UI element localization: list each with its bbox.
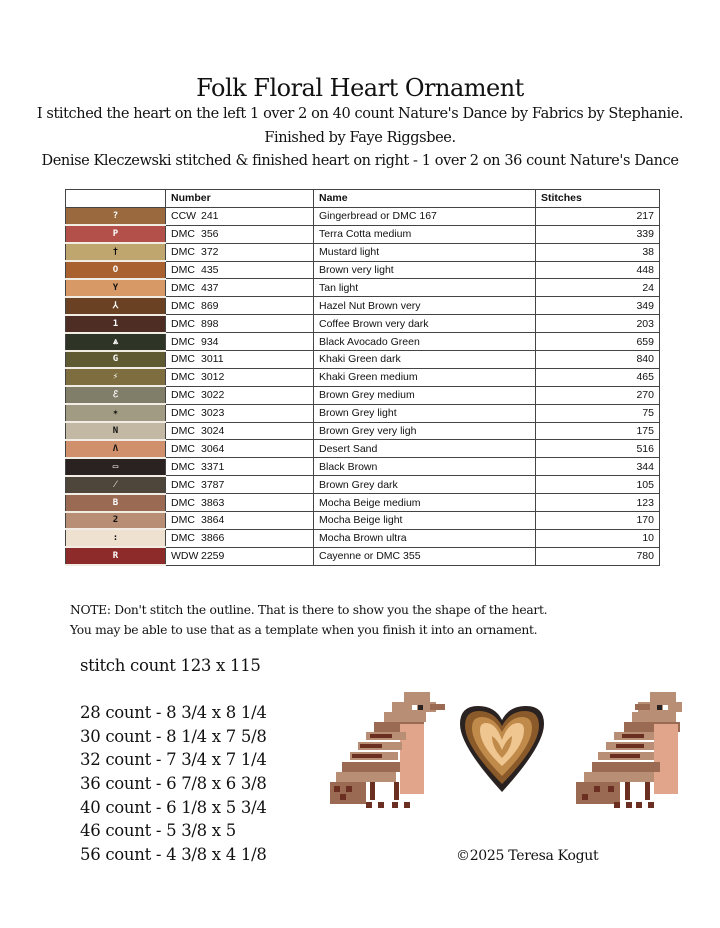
floss-number: [166, 207, 314, 225]
floss-name: Brown very light: [314, 261, 536, 279]
cross-stitch-preview: [330, 684, 690, 814]
size-item: 36 count - 6 7/8 x 6 3/8: [80, 773, 267, 793]
stitch-count-cell: 123: [536, 494, 660, 512]
floss-name: Mocha Beige medium: [314, 494, 536, 512]
floss-brand: DMC: [171, 317, 195, 330]
table-row: [66, 476, 660, 494]
color-swatch: ⁄: [66, 476, 166, 494]
floss-name: Mustard light: [314, 243, 536, 261]
floss-number: [166, 351, 314, 369]
floss-code: 3022: [201, 389, 225, 402]
floss-code: 3024: [201, 425, 225, 438]
stitch-count-cell: 339: [536, 225, 660, 243]
color-swatch: ℰ: [66, 386, 166, 404]
stitch-count-cell: 10: [536, 529, 660, 547]
stitch-count-cell: 203: [536, 315, 660, 333]
floss-brand: CCW: [171, 210, 197, 223]
floss-name: Terra Cotta medium: [314, 225, 536, 243]
floss-name: Black Avocado Green: [314, 333, 536, 351]
color-swatch: R: [66, 547, 166, 565]
stitch-count-cell: 24: [536, 279, 660, 297]
heart-icon: [460, 706, 544, 792]
floss-brand: DMC: [171, 281, 195, 294]
color-swatch: ?: [66, 207, 166, 225]
table-row: [66, 386, 660, 404]
table-row: [66, 297, 660, 315]
floss-name: Brown Grey dark: [314, 476, 536, 494]
table-row: [66, 494, 660, 512]
note-line-2: You may be able to use that as a template when you finish it into an ornament.: [70, 623, 538, 637]
floss-code: 869: [201, 299, 219, 312]
color-swatch: ⚡: [66, 368, 166, 386]
color-swatch: ⅄: [66, 297, 166, 315]
floss-number: [166, 547, 314, 565]
left-bird-icon: [330, 692, 445, 808]
color-swatch: B: [66, 494, 166, 512]
stitch-count-cell: 465: [536, 368, 660, 386]
table-header-row: [66, 190, 660, 208]
color-swatch: Y: [66, 279, 166, 297]
floss-number: [166, 529, 314, 547]
table-row: [66, 512, 660, 530]
floss-code: 3064: [201, 442, 225, 455]
floss-name: Tan light: [314, 279, 536, 297]
color-swatch: 1: [66, 315, 166, 333]
floss-number: [166, 458, 314, 476]
header-swatch: [66, 190, 166, 208]
floss-number: [166, 368, 314, 386]
floss-code: 934: [201, 335, 219, 348]
floss-name: Brown Grey light: [314, 404, 536, 422]
table-row: [66, 243, 660, 261]
floss-number: [166, 422, 314, 440]
floss-number: [166, 261, 314, 279]
color-swatch: N: [66, 422, 166, 440]
floss-code: 3866: [201, 532, 225, 545]
color-swatch: :: [66, 529, 166, 547]
floss-brand: DMC: [171, 228, 195, 241]
table-row: [66, 225, 660, 243]
table-row: [66, 404, 660, 422]
subtitle-line-1: I stitched the heart on the left 1 over 2 on 40 count Nature's Dance by Fabrics by Stephanie.: [36, 106, 684, 122]
floss-name: Black Brown: [314, 458, 536, 476]
floss-name: Brown Grey medium: [314, 386, 536, 404]
note-line-1: NOTE: Don't stitch the outline. That is there to show you the shape of the heart.: [70, 603, 548, 617]
finished-sizes: [80, 654, 267, 866]
size-item: 32 count - 7 3/4 x 7 1/4: [80, 750, 267, 770]
note: [70, 600, 547, 640]
floss-name: Gingerbread or DMC 167: [314, 207, 536, 225]
stitch-count: stitch count 123 x 115: [80, 656, 261, 675]
floss-number: [166, 225, 314, 243]
floss-name: Coffee Brown very dark: [314, 315, 536, 333]
table-row: [66, 458, 660, 476]
floss-code: 2259: [201, 550, 225, 563]
table-row: [66, 333, 660, 351]
floss-code: 898: [201, 317, 219, 330]
stitch-count-cell: 270: [536, 386, 660, 404]
floss-brand: DMC: [171, 514, 195, 527]
color-swatch: †: [66, 243, 166, 261]
floss-code: 3011: [201, 353, 224, 366]
size-item: 28 count - 8 3/4 x 8 1/4: [80, 703, 267, 723]
color-swatch: ⩓: [66, 333, 166, 351]
color-swatch: 2: [66, 512, 166, 530]
table-row: [66, 351, 660, 369]
size-item: 56 count - 4 3/8 x 4 1/8: [80, 844, 267, 864]
floss-code: 437: [201, 281, 219, 294]
floss-name: Desert Sand: [314, 440, 536, 458]
stitch-count-cell: 780: [536, 547, 660, 565]
color-swatch: ✶: [66, 404, 166, 422]
floss-name: Mocha Beige light: [314, 512, 536, 530]
floss-name: Brown Grey very ligh: [314, 422, 536, 440]
floss-name: Mocha Brown ultra: [314, 529, 536, 547]
floss-name: Khaki Green medium: [314, 368, 536, 386]
stitch-count-cell: 840: [536, 351, 660, 369]
table-row: [66, 529, 660, 547]
color-swatch: O: [66, 261, 166, 279]
stitch-count-cell: 105: [536, 476, 660, 494]
floss-brand: DMC: [171, 407, 195, 420]
stitch-count-cell: 349: [536, 297, 660, 315]
stitch-count-cell: 170: [536, 512, 660, 530]
floss-brand: DMC: [171, 532, 195, 545]
stitch-count-cell: 217: [536, 207, 660, 225]
floss-number: [166, 315, 314, 333]
floss-code: 372: [201, 246, 219, 259]
floss-number: [166, 440, 314, 458]
floss-brand: DMC: [171, 264, 195, 276]
floss-brand: DMC: [171, 425, 195, 438]
size-item: 46 count - 5 3/8 x 5: [80, 821, 236, 841]
size-item: 40 count - 6 1/8 x 5 3/4: [80, 797, 267, 817]
stitch-count-cell: 516: [536, 440, 660, 458]
floss-name: Cayenne or DMC 355: [314, 547, 536, 565]
stitch-count-cell: 659: [536, 333, 660, 351]
floss-brand: DMC: [171, 389, 195, 402]
color-key-table: [65, 189, 660, 566]
floss-code: 435: [201, 264, 219, 276]
floss-number: [166, 279, 314, 297]
right-bird-icon: [576, 692, 682, 808]
header-stitches: Stitches: [536, 190, 660, 208]
floss-number: [166, 404, 314, 422]
floss-brand: DMC: [171, 460, 195, 473]
floss-code: 3864: [201, 514, 225, 527]
stitch-count-cell: 75: [536, 404, 660, 422]
color-swatch: P: [66, 225, 166, 243]
floss-number: [166, 243, 314, 261]
size-item: 30 count - 8 1/4 x 7 5/8: [80, 726, 267, 746]
table-row: [66, 315, 660, 333]
floss-name: Hazel Nut Brown very: [314, 297, 536, 315]
table-row: [66, 261, 660, 279]
subtitle-line-2: Finished by Faye Riggsbee.: [264, 130, 456, 146]
table-row: [66, 440, 660, 458]
page-title: Folk Floral Heart Ornament: [196, 74, 524, 102]
stitch-count-cell: 38: [536, 243, 660, 261]
floss-number: [166, 476, 314, 494]
floss-code: 241: [201, 210, 219, 223]
table-row: [66, 279, 660, 297]
floss-name: Khaki Green dark: [314, 351, 536, 369]
floss-code: 3863: [201, 496, 225, 509]
floss-code: 3023: [201, 407, 225, 420]
floss-brand: DMC: [171, 442, 195, 455]
header-name: Name: [314, 190, 536, 208]
floss-brand: DMC: [171, 478, 195, 491]
floss-number: [166, 333, 314, 351]
floss-number: [166, 512, 314, 530]
color-swatch: G: [66, 351, 166, 369]
table-row: [66, 207, 660, 225]
table-row: [66, 547, 660, 565]
subtitle-line-3: Denise Kleczewski stitched & finished heart on right - 1 over 2 on 36 count Nature's Dance: [41, 153, 679, 169]
stitch-count-cell: 448: [536, 261, 660, 279]
floss-brand: DMC: [171, 335, 195, 348]
floss-brand: DMC: [171, 496, 195, 509]
floss-brand: DMC: [171, 353, 195, 366]
floss-code: 356: [201, 228, 219, 241]
table-row: [66, 368, 660, 386]
floss-code: 3012: [201, 371, 225, 384]
floss-number: [166, 297, 314, 315]
floss-brand: DMC: [171, 299, 195, 312]
floss-code: 3371: [201, 460, 225, 473]
floss-number: [166, 386, 314, 404]
floss-brand: DMC: [171, 246, 195, 259]
floss-code: 3787: [201, 478, 225, 491]
header-number: Number: [166, 190, 314, 208]
table-row: [66, 422, 660, 440]
floss-number: [166, 494, 314, 512]
color-swatch: ▭: [66, 458, 166, 476]
floss-brand: WDW: [171, 550, 199, 563]
stitch-count-cell: 344: [536, 458, 660, 476]
stitch-count-cell: 175: [536, 422, 660, 440]
color-swatch: Λ: [66, 440, 166, 458]
copyright: ©2025 Teresa Kogut: [456, 848, 599, 864]
floss-brand: DMC: [171, 371, 195, 384]
